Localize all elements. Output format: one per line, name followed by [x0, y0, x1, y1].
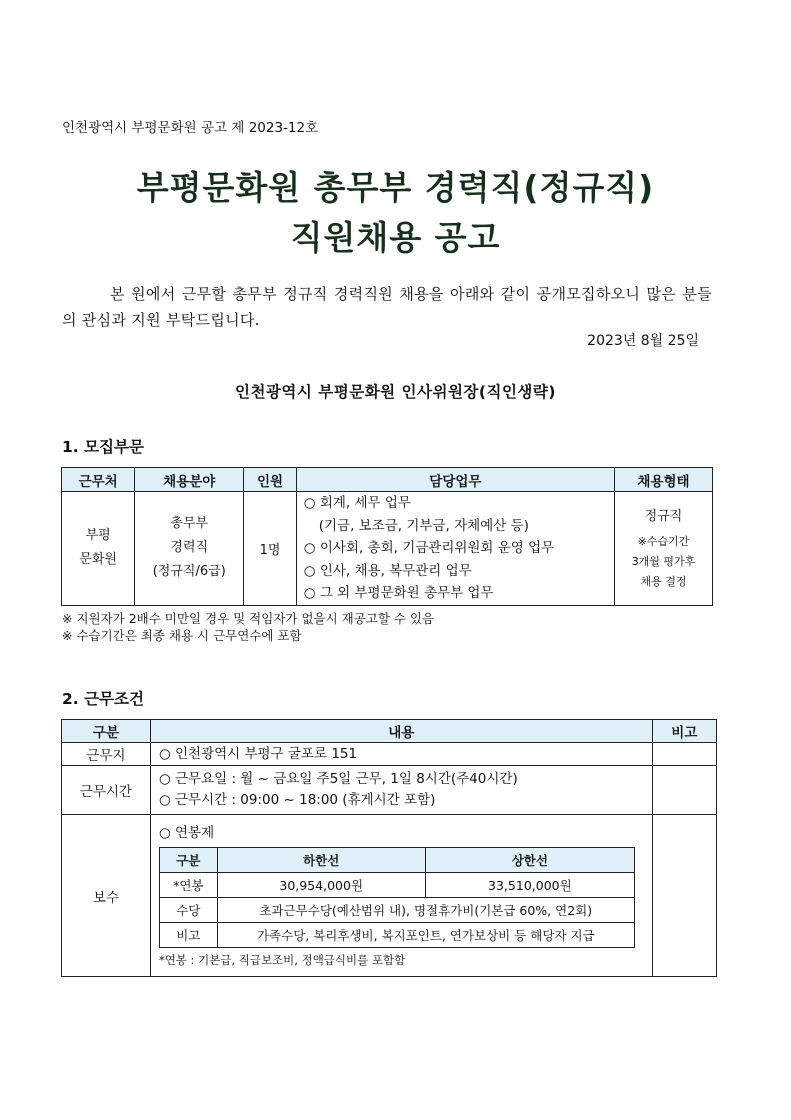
- employment-type: 정규직: [644, 508, 683, 524]
- work-hours: ○ 근무시간 : 09:00 ~ 18:00 (휴게시간 포함): [158, 792, 436, 808]
- duty-item: ○ 이사회, 총회, 기금관리위원회 운영 업무: [303, 540, 555, 556]
- salary-min: 30,954,000원: [217, 873, 425, 898]
- hours-cell: [150, 766, 652, 815]
- section-title-conditions: 2. 근무조건: [62, 690, 144, 708]
- pay-table: [159, 847, 635, 948]
- notice-number: 인천광역시 부평문화원 공고 제 2023-12호: [62, 120, 319, 136]
- duty-item: ○ 그 외 부평문화원 총무부 업무: [303, 585, 494, 601]
- header-content: 내용: [150, 720, 652, 743]
- header-workplace: 근무처: [62, 468, 135, 492]
- salary-label: *연봉: [159, 873, 217, 898]
- header-field: 채용분야: [135, 468, 244, 492]
- page-title-line1: 부평문화원 총무부 경력직(정규직): [136, 168, 655, 207]
- hours-label: 근무시간: [62, 766, 151, 815]
- workplace-line2: 문화원: [79, 552, 117, 568]
- field-line2: 경력직: [170, 540, 209, 556]
- workplace-label: 근무지: [62, 743, 151, 766]
- note-probation: ※ 수습기간은 최종 채용 시 근무연수에 포함: [62, 628, 302, 643]
- workplace-line1: 부평: [85, 528, 111, 544]
- header-count: 인원: [244, 468, 297, 492]
- pay-label: 보수: [62, 815, 151, 977]
- notice-date: 2023년 8월 25일: [587, 333, 699, 349]
- hours-remark: [652, 766, 716, 815]
- employment-cell: [615, 492, 713, 606]
- pay-footnote: *연봉 : 기본급, 직급보조비, 정액급식비를 포함함: [158, 953, 406, 967]
- allowance-value: 초과근무수당(예산범위 내), 명절휴가비(기본급 60%, 연2회): [217, 898, 634, 923]
- section-title-recruitment: 1. 모집부문: [62, 438, 144, 456]
- workplace-value: ○ 인천광역시 부평구 굴포로 151: [150, 743, 652, 766]
- work-days: ○ 근무요일 : 월 ~ 금요일 주5일 근무, 1일 8시간(주40시간): [158, 771, 518, 787]
- header-duties: 담당업무: [296, 468, 614, 492]
- allowance-label: 수당: [159, 898, 217, 923]
- header-category: 구분: [62, 720, 151, 743]
- workplace-remark: [652, 743, 716, 766]
- pay-title: ○ 연봉제: [158, 825, 215, 841]
- pay-header-category: 구분: [159, 848, 217, 873]
- recruitment-table: [61, 467, 713, 606]
- probation-note-line3: 채용 결정: [640, 574, 687, 588]
- workplace-cell: [62, 492, 135, 606]
- remark-label: 비고: [159, 923, 217, 948]
- field-line3: (정규직/6급): [152, 564, 226, 580]
- pay-cell: [150, 815, 652, 977]
- header-remark: 비고: [652, 720, 716, 743]
- intro-paragraph: 본 원에서 근무할 총무부 정규직 경력직원 채용을 아래와 같이 공개모집하오니 많은 분들의 관심과 지원 부탁드립니다.: [62, 285, 712, 329]
- remark-value: 가족수당, 복리후생비, 복지포인트, 연가보상비 등 해당자 지급: [217, 923, 634, 948]
- signer: 인천광역시 부평문화원 인사위원장(직인생략): [235, 383, 556, 401]
- page-title-line2: 직원채용 공고: [290, 218, 501, 257]
- probation-note-line1: ※수습기간: [637, 534, 690, 548]
- duties-cell: [296, 492, 614, 606]
- field-line1: 총무부: [170, 516, 209, 532]
- count-cell: 1명: [244, 492, 297, 606]
- duty-item: ○ 인사, 채용, 복무관리 업무: [303, 562, 472, 579]
- duty-item: ○ 회계, 세무 업무: [303, 495, 411, 511]
- note-reannouncement: ※ 지원자가 2배수 미만일 경우 및 적임자가 없을시 재공고할 수 있음: [62, 611, 435, 626]
- salary-max: 33,510,000원: [425, 873, 634, 898]
- conditions-table: [61, 719, 717, 977]
- pay-remark: [652, 815, 716, 977]
- probation-note-line2: 3개월 평가후: [631, 554, 696, 568]
- header-employment: 채용형태: [615, 468, 713, 492]
- field-cell: [135, 492, 244, 606]
- pay-header-min: 하한선: [217, 848, 425, 873]
- duty-item: (기금, 보조금, 기부금, 자체예산 등): [318, 517, 529, 534]
- pay-header-max: 상한선: [425, 848, 634, 873]
